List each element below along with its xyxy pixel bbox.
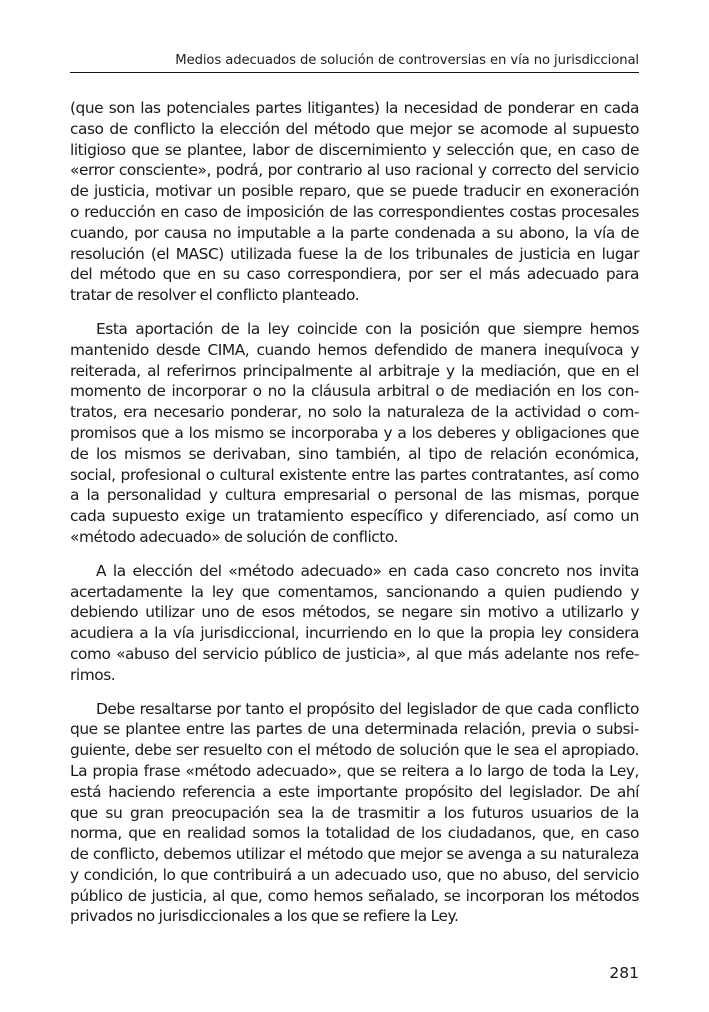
text-line: que su gran preocupación sea la de trasmitir a los futuros usuarios de la [70, 803, 639, 822]
text-line: «método adecuado» de solución de conflicto. [70, 527, 399, 546]
header-rule [70, 72, 639, 73]
body-text [70, 98, 639, 940]
text-line: debiendo utilizar uno de esos métodos, se negare sin motivo a utilizarlo y [70, 603, 639, 622]
text-line: como «abuso del servicio público de justicia», al que más adelante nos refe- [70, 644, 639, 663]
text-line: caso de conflicto la elección del método que mejor se acomode al supuesto [70, 119, 639, 138]
running-head: Medios adecuados de solución de controversias en vía no jurisdiccional [175, 53, 639, 68]
text-line: tratos, era necesario ponderar, no solo la naturaleza de la actividad o com- [70, 403, 639, 422]
text-line: está haciendo referencia a este importante propósito del legislador. De ahí [70, 782, 639, 801]
text-line: a la personalidad y cultura empresarial o personal de las mismas, porque [70, 486, 639, 505]
text-line: acudiera a la vía jurisdiccional, incurriendo en lo que la propia ley considera [70, 624, 639, 643]
text-line: La propia frase «método adecuado», que se reitera a lo largo de toda la Ley, [70, 761, 639, 780]
text-line: acertadamente la ley que comentamos, sancionando a quien pudiendo y [70, 582, 639, 601]
text-line: social, profesional o cultural existente entre las partes contratantes, así como [70, 465, 639, 484]
text-line: litigioso que se plantee, labor de discernimiento y selección que, en caso de [70, 140, 639, 159]
paragraph-4 [70, 699, 639, 928]
text-line: Esta aportación de la ley coincide con la posición que siempre hemos [96, 319, 639, 338]
text-line: resolución (el MASC) utilizada fuese la de los tribunales de justicia en lugar [70, 244, 639, 263]
text-line: que se plantee entre las partes de una determinada relación, previa o subsi- [70, 720, 639, 739]
paragraph-3 [70, 561, 639, 686]
text-line: tratar de resolver el conflicto planteado. [70, 286, 360, 305]
text-line: cada supuesto exige un tratamiento específico y diferenciado, así como un [70, 507, 639, 526]
text-line: de justicia, motivar un posible reparo, que se puede traducir en exoneración [70, 182, 639, 201]
paragraph-1 [70, 98, 639, 306]
text-line: de conflicto, debemos utilizar el método que mejor se avenga a su naturaleza [70, 845, 639, 864]
text-line: público de justicia, al que, como hemos señalado, se incorporan los métodos [70, 886, 639, 905]
text-line: y condición, lo que contribuirá a un adecuado uso, que no abuso, del servicio [70, 865, 639, 884]
paragraph-2 [70, 319, 639, 548]
text-line: Debe resaltarse por tanto el propósito del legislador de que cada conflicto [96, 699, 639, 718]
text-line: cuando, por causa no imputable a la parte condenada a su abono, la vía de [70, 223, 639, 242]
page-number: 281 [609, 964, 639, 982]
text-line: norma, que en realidad somos la totalidad de los ciudadanos, que, en caso [70, 824, 639, 843]
text-line: A la elección del «método adecuado» en cada caso concreto nos invita [96, 561, 639, 580]
text-line: mantenido desde CIMA, cuando hemos defendido de manera inequívoca y [70, 340, 639, 359]
text-line: rimos. [70, 665, 116, 684]
text-line: guiente, debe ser resuelto con el método de solución que le sea el apropiado. [70, 741, 639, 760]
text-line: del método que en su caso correspondiera, por ser el más adecuado para [70, 265, 639, 284]
text-line: o reducción en caso de imposición de las correspondientes costas procesales [70, 202, 639, 221]
text-line: reiterada, al referirnos principalmente al arbitraje y la mediación, que en el [70, 361, 639, 380]
text-line: promisos que a los mismo se incorporaba y a los deberes y obligaciones que [70, 423, 639, 442]
text-line: de los mismos se derivaban, sino también, al tipo de relación económica, [70, 444, 639, 463]
text-line: privados no jurisdiccionales a los que se refiere la Ley. [70, 907, 459, 926]
text-line: momento de incorporar o no la cláusula arbitral o de mediación en los con- [70, 382, 639, 401]
text-line: (que son las potenciales partes litigantes) la necesidad de ponderar en cada [70, 99, 639, 117]
text-line: «error consciente», podrá, por contrario al uso racional y correcto del servicio [70, 161, 639, 180]
